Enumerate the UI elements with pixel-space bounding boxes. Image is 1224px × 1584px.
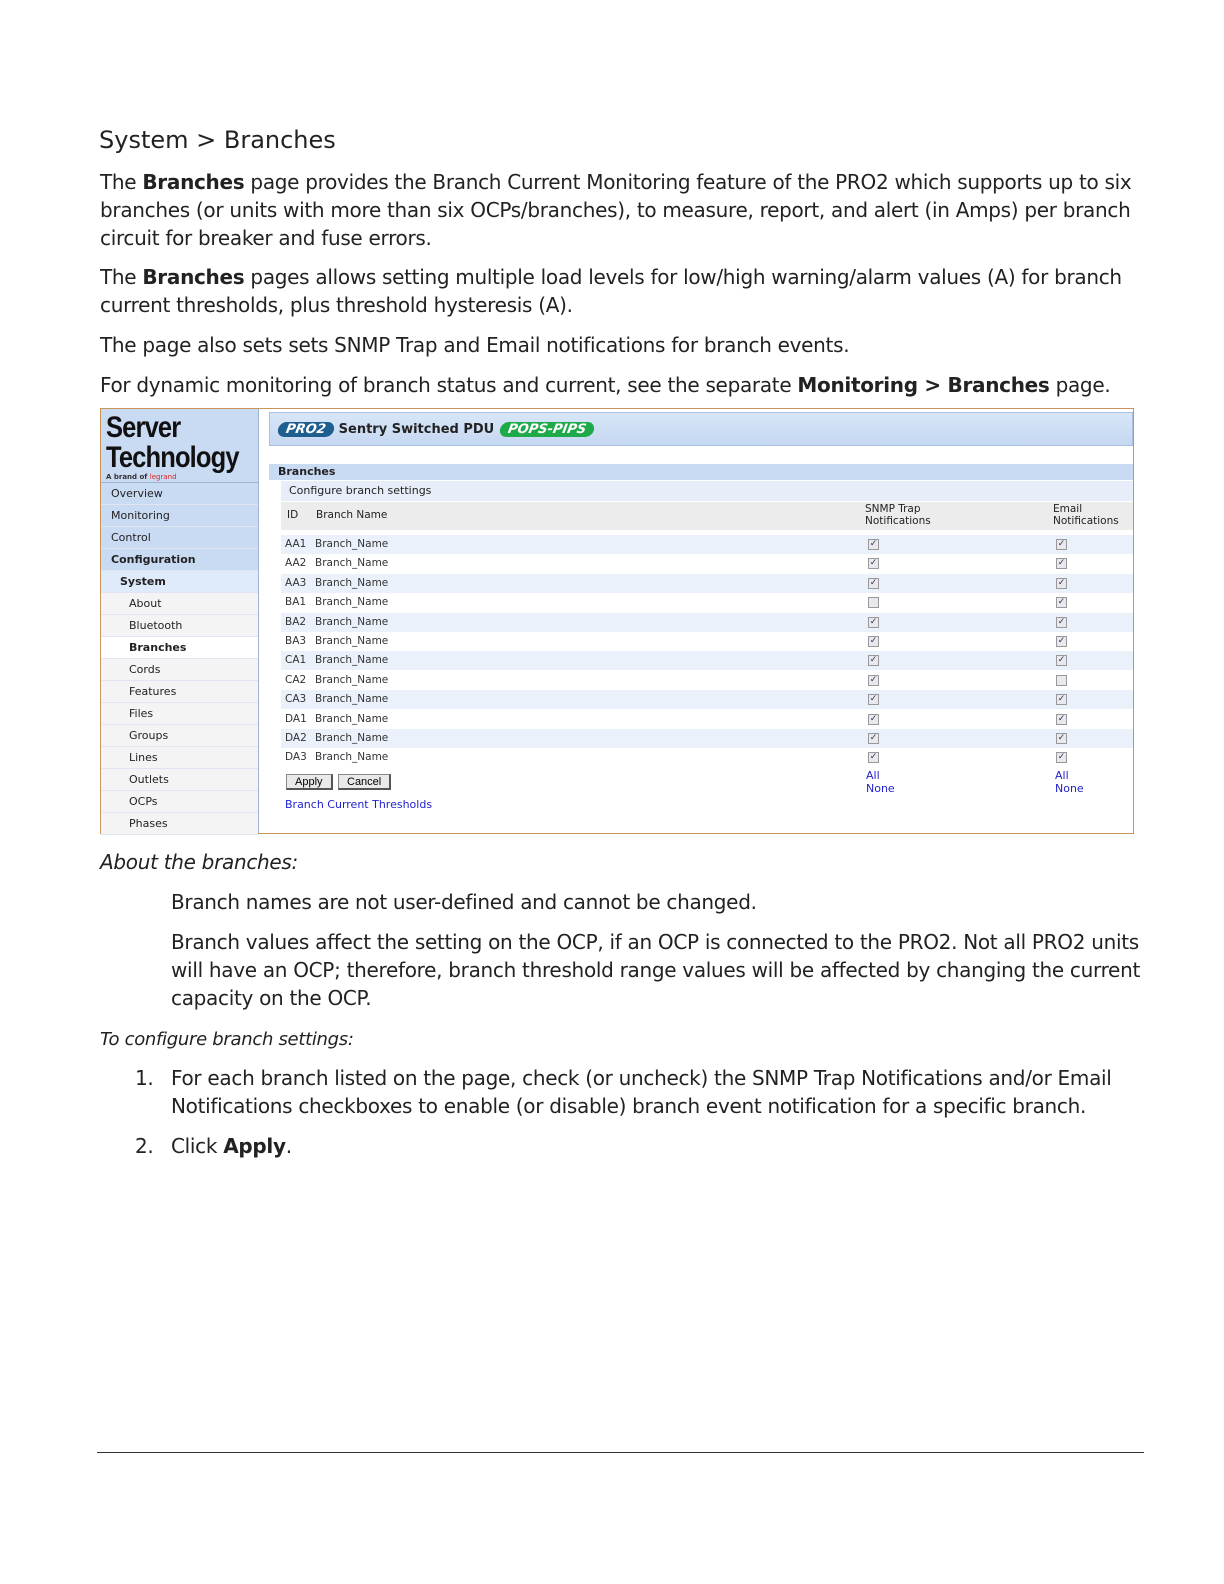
branch-name: Branch_Name [315, 557, 389, 570]
sidebar-item-control[interactable]: Control [101, 527, 258, 549]
table-row [281, 535, 1133, 554]
table-row [281, 593, 1133, 612]
email-none-link[interactable]: None [1055, 782, 1084, 795]
thresholds-paragraph: The Branches pages allows setting multiple load levels for low/high warning/alarm values (A) for branch current thresholds, plus threshold hysteresis (A). [100, 265, 1122, 317]
branch-name: Branch_Name [315, 732, 389, 744]
pro2-badge: PRO2 [277, 422, 335, 437]
branch-name: Branch_Name [315, 538, 389, 550]
col-snmp: SNMP Trap Notifications [865, 503, 931, 527]
table-row [281, 690, 1133, 709]
table-row [281, 671, 1133, 690]
table-row [281, 574, 1133, 593]
branch-name: Branch_Name [315, 635, 389, 647]
sidebar-item-outlets[interactable]: Outlets [101, 769, 258, 791]
monitoring-paragraph: For dynamic monitoring of branch status and current, see the separate Monitoring > Branches page. [100, 373, 1111, 397]
table-header [281, 502, 1133, 530]
branch-id: CA2 [285, 673, 307, 686]
snmp-checkbox[interactable]: ✓ [869, 636, 878, 646]
banner-title: Sentry Switched PDU [338, 421, 495, 437]
apply-button[interactable]: Apply [286, 774, 333, 790]
intro-paragraph: The Branches page provides the Branch Current Monitoring feature of the PRO2 which supports up to six branches (or units with more than six OCPs/branches), to measure, report, and alert (in Amps) per branch circuit for breaker and fuse errors. [100, 170, 1132, 250]
branch-name: Branch_Name [315, 576, 389, 589]
server-technology-logo [101, 409, 258, 483]
branch-id: DA1 [285, 712, 307, 725]
table-row [281, 710, 1133, 729]
email-checkbox[interactable]: ✓ [1057, 577, 1066, 588]
branch-name: Branch_Name [315, 693, 389, 706]
branch-name: Branch_Name [315, 673, 389, 686]
snmp-checkbox[interactable]: ✓ [869, 674, 878, 685]
branch-name: Branch_Name [315, 615, 389, 628]
table-row [281, 729, 1133, 748]
sidebar-item-monitoring[interactable]: Monitoring [101, 505, 258, 527]
branch-name: Branch_Name [315, 712, 389, 725]
configure-heading: To configure branch settings: [100, 1029, 354, 1050]
branch-id: BA2 [285, 615, 307, 628]
snmp-checkbox[interactable]: ✓ [869, 655, 878, 666]
branch-id: DA3 [285, 751, 307, 764]
email-checkbox[interactable]: ✓ [1057, 752, 1066, 763]
step-1: For each branch listed on the page, check (or uncheck) the SNMP Trap Notifications and/or Email Notifications checkboxes to enable (or disable) branch event notification for a specific branch. [171, 1066, 1112, 1118]
sidebar-item-bluetooth[interactable]: Bluetooth [101, 615, 258, 637]
step-2: Click Apply. [171, 1134, 292, 1158]
snmp-checkbox[interactable]: ✓ [869, 539, 878, 549]
table-row [281, 632, 1133, 651]
sidebar-item-lines[interactable]: Lines [101, 747, 258, 769]
branch-thresholds-link[interactable]: Branch Current Thresholds [285, 798, 433, 811]
sidebar-item-groups[interactable]: Groups [101, 725, 258, 747]
about-paragraph-2: Branch values affect the setting on the OCP, if an OCP is connected to the PRO2. Not all PRO2 units will have an OCP; therefore, branch threshold range values will be affected by changing the current capacity on the OCP. [171, 930, 1140, 1010]
step-number: 2. [135, 1134, 154, 1158]
table-row [281, 613, 1133, 632]
col-id: ID [287, 509, 299, 521]
about-heading: About the branches: [100, 850, 298, 874]
snmp-checkbox[interactable]: ✓ [869, 577, 878, 588]
email-checkbox[interactable]: ✓ [1057, 539, 1066, 549]
sidebar-nav [101, 483, 258, 835]
snmp-checkbox[interactable] [868, 597, 879, 608]
email-checkbox[interactable]: ✓ [1057, 655, 1066, 666]
branch-id: BA1 [285, 596, 307, 609]
subtitle: Configure branch settings [281, 481, 1133, 501]
table-row [281, 554, 1133, 573]
email-checkbox[interactable]: ✓ [1057, 636, 1066, 646]
pops-pips-badge: POPS-PIPS [499, 422, 596, 437]
table-row [281, 651, 1133, 670]
branch-id: DA2 [285, 732, 307, 744]
logo-brand: A brand of legrand [106, 473, 177, 481]
sidebar-item-branches[interactable]: Branches [101, 637, 258, 659]
snmp-checkbox[interactable]: ✓ [869, 558, 878, 569]
snmp-checkbox[interactable]: ✓ [869, 752, 878, 763]
snmp-checkbox[interactable]: ✓ [869, 616, 878, 627]
sidebar-item-ocps[interactable]: OCPs [101, 791, 258, 813]
sidebar-item-system[interactable]: System [101, 571, 258, 593]
email-checkbox[interactable]: ✓ [1057, 713, 1066, 724]
branch-id: CA1 [285, 654, 307, 667]
sidebar-item-features[interactable]: Features [101, 681, 258, 703]
sidebar [101, 409, 259, 833]
sidebar-item-cords[interactable]: Cords [101, 659, 258, 681]
sidebar-item-about[interactable]: About [101, 593, 258, 615]
snmp-none-link[interactable]: None [866, 782, 895, 795]
sidebar-item-phases[interactable]: Phases [101, 813, 258, 835]
branch-id: AA1 [285, 538, 307, 550]
step-number: 1. [135, 1066, 154, 1090]
branch-name: Branch_Name [315, 751, 389, 764]
footer-rule [97, 1452, 1144, 1453]
branch-name: Branch_Name [315, 654, 389, 667]
branch-name: Branch_Name [315, 596, 389, 609]
email-checkbox[interactable]: ✓ [1057, 694, 1066, 705]
logo-line1: Server [106, 411, 181, 444]
notifications-paragraph: The page also sets sets SNMP Trap and Email notifications for branch events. [100, 333, 850, 357]
email-checkbox[interactable]: ✓ [1057, 558, 1066, 569]
snmp-all-link[interactable]: All [866, 769, 880, 782]
email-checkbox[interactable]: ✓ [1057, 733, 1066, 743]
cancel-button[interactable]: Cancel [338, 774, 391, 790]
sidebar-item-configuration[interactable]: Configuration [101, 549, 258, 571]
section-title: Branches [269, 464, 1133, 480]
banner [269, 412, 1133, 446]
email-all-link[interactable]: All [1055, 769, 1069, 782]
branch-id: CA3 [285, 693, 307, 706]
snmp-checkbox[interactable]: ✓ [869, 694, 878, 705]
sidebar-item-files[interactable]: Files [101, 703, 258, 725]
about-paragraph-1: Branch names are not user-defined and cannot be changed. [171, 890, 757, 914]
col-name: Branch Name [316, 509, 388, 521]
email-checkbox[interactable]: ✓ [1057, 616, 1066, 627]
snmp-checkbox[interactable]: ✓ [869, 733, 878, 743]
branch-id: AA3 [285, 576, 307, 589]
snmp-checkbox[interactable]: ✓ [869, 713, 878, 724]
logo-line2: Technology [106, 441, 239, 474]
branches-screenshot [100, 408, 1134, 834]
col-email: Email Notifications [1053, 503, 1119, 527]
branch-id: AA2 [285, 557, 307, 570]
sidebar-item-overview[interactable]: Overview [101, 483, 258, 505]
table-row [281, 748, 1133, 767]
branch-id: BA3 [285, 635, 307, 647]
email-checkbox[interactable] [1056, 675, 1067, 686]
email-checkbox[interactable]: ✓ [1057, 597, 1066, 608]
section-heading: System > Branches [99, 126, 336, 154]
